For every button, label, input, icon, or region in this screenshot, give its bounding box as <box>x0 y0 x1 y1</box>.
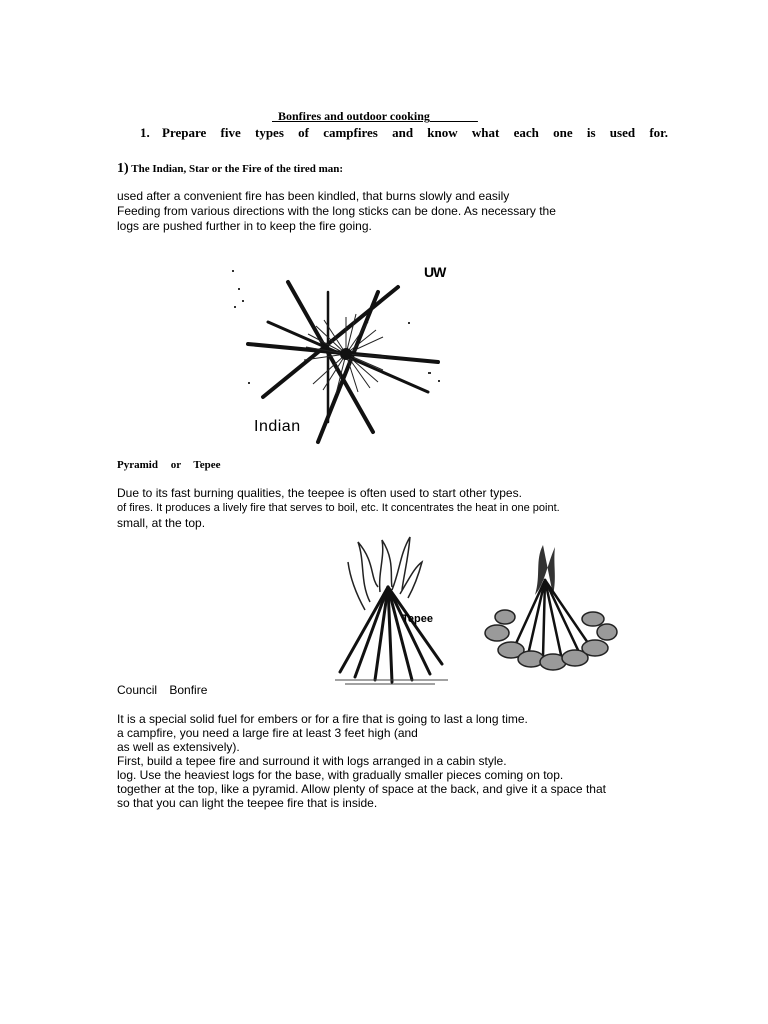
paragraph-line: Due to its fast burning qualities, the teepee is often used to start other types. <box>117 486 522 500</box>
paragraph-line: small, at the top. <box>117 516 206 530</box>
item-text: Prepare five types of campfires and know what each one is used for. <box>162 125 668 140</box>
section1-number: 1) <box>117 161 129 176</box>
numbered-item <box>140 125 668 141</box>
section1-title: The Indian, Star or the Fire of the tired man: <box>131 163 344 175</box>
figure-label: Tepee <box>402 613 433 625</box>
section1-paragraph <box>117 189 556 234</box>
item-number: 1. <box>140 125 150 140</box>
paragraph-line: so that you can light the teepee fire that is inside. <box>117 796 378 810</box>
section3-paragraph <box>117 712 606 810</box>
paragraph-line: Feeding from various directions with the long sticks can be done. As necessary the <box>117 204 556 218</box>
tepee-fire-icon <box>330 532 455 687</box>
paragraph-line: together at the top, like a pyramid. Allow plenty of space at the back, and give it a space that <box>117 782 606 796</box>
section2-heading: Pyramid or Tepee <box>117 459 221 471</box>
paragraph-line: of fires. It produces a lively fire that serves to boil, etc. It concentrates the heat in one point. <box>117 502 560 514</box>
logo-mark: UW <box>424 264 446 280</box>
paragraph-line: logs are pushed further in to keep the fire going. <box>117 219 372 233</box>
paragraph-line: log. Use the heaviest logs for the base, with gradually smaller pieces coming on top. <box>117 768 564 782</box>
section3-heading: Council Bonfire <box>117 683 208 697</box>
figure-label: Indian <box>254 418 301 435</box>
section2-paragraph <box>117 486 560 531</box>
section1-heading <box>117 161 343 177</box>
paragraph-line: First, build a tepee fire and surround it with logs arranged in a cabin style. <box>117 754 507 768</box>
paragraph-line: used after a convenient fire has been kindled, that burns slowly and easily <box>117 189 510 203</box>
paragraph-line: a campfire, you need a large fire at least 3 feet high (and <box>117 726 418 740</box>
document-title: Bonfires and outdoor cooking <box>278 109 430 123</box>
indian-fire-illustration <box>228 262 470 448</box>
campfire-ring-icon <box>483 535 618 685</box>
paragraph-line: It is a special solid fuel for embers or for a fire that is going to last a long time. <box>117 712 528 726</box>
tepee-fire-illustration <box>330 532 455 687</box>
stone-ring-fire-illustration <box>483 535 618 685</box>
paragraph-line: as well as extensively). <box>117 740 240 754</box>
